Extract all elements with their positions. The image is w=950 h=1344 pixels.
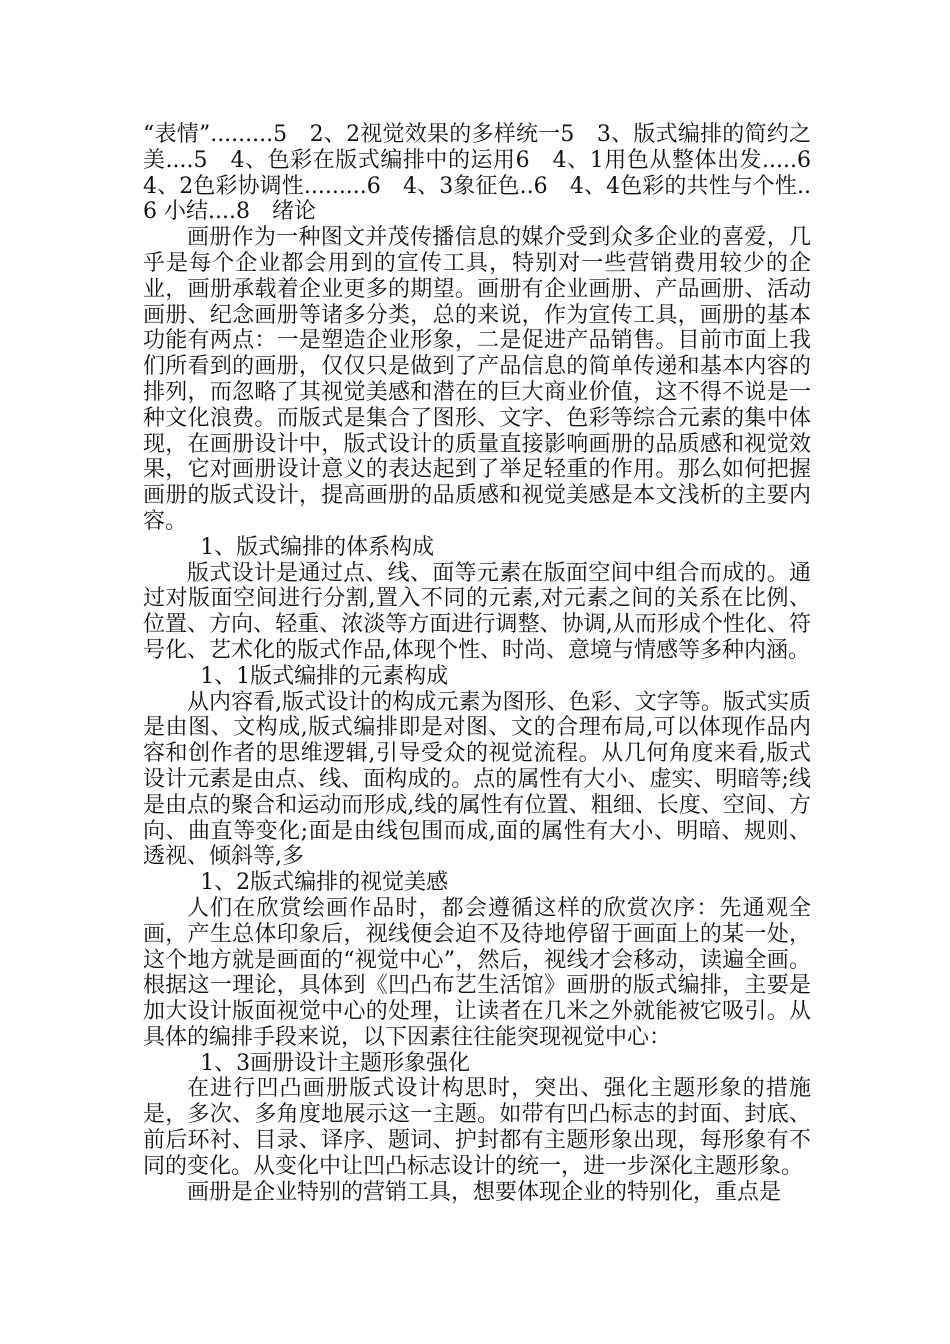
section-heading-1-2: 1、2版式编排的视觉美感 — [200, 870, 449, 896]
section-heading-1: 1、版式编排的体系构成 — [200, 534, 435, 560]
closing-paragraph: 画册是企业特别的营销工具，想要体现企业的特别化，重点是 — [187, 1179, 782, 1205]
section-heading-1-3: 1、3画册设计主题形象强化 — [200, 1050, 471, 1076]
section-1-paragraph: 版式设计是通过点、线、面等元素在版面空间中组合而成的。通过对版面空间进行分割,置入不同的元素,对元素之间的关系在比例、位置、方向、轻重、浓淡等方面进行调整、协调,从而形成个性化、符号化、艺术化的版式作品,体现个性、时尚、意境与情感等多种内涵。 — [143, 560, 811, 663]
document-body — [143, 122, 834, 1205]
section-heading-1-1: 1、1版式编排的元素构成 — [200, 663, 449, 689]
section-1-2-paragraph: 人们在欣赏绘画作品时，都会遵循这样的欣赏次序：先通观全画，产生总体印象后，视线便会迫不及待地停留于画面上的某一处，这个地方就是画面的“视觉中心”，然后，视线才会移动，读遍全画。根据这一理论，具体到《凹凸布艺生活馆》画册的版式编排，主要是加大设计版面视觉中心的处理，让读者在几米之外就能被它吸引。从具体的编排手段来说，以下因素往往能突现视觉中心： — [143, 895, 811, 1050]
section-1-3-paragraph: 在进行凹凸画册版式设计构思时，突出、强化主题形象的措施是，多次、多角度地展示这一主题。如带有凹凸标志的封面、封底、前后环衬、目录、译序、题词、护封都有主题形象出现，每形象有不同的变化。从变化中让凹凸标志设计的统一，进一步深化主题形象。 — [143, 1076, 811, 1179]
toc-fragment: “表情”.........5 2、2视觉效果的多样统一5 3、版式编排的简约之美....5 4、色彩在版式编排中的运用6 4、1用色从整体出发.....6 4、2色彩协调性.........6 4、3象征色..6 4、4色彩的共性与个性..6 小结....8 绪论 — [143, 122, 834, 225]
intro-paragraph: 画册作为一种图文并茂传播信息的媒介受到众多企业的喜爱，几乎是每个企业都会用到的宣传工具，特别对一些营销费用较少的企业，画册承载着企业更多的期望。画册有企业画册、产品画册、活动画册、纪念画册等诸多分类，总的来说，作为宣传工具，画册的基本功能有两点：一是塑造企业形象，二是促进产品销售。目前市面上我们所看到的画册，仅仅只是做到了产品信息的简单传递和基本内容的排列，而忽略了其视觉美感和潜在的巨大商业价值，这不得不说是一种文化浪费。而版式是集合了图形、文字、色彩等综合元素的集中体现，在画册设计中，版式设计的质量直接影响画册的品质感和视觉效果，它对画册设计意义的表达起到了举足轻重的作用。那么如何把握画册的版式设计，提高画册的品质感和视觉美感是本文浅析的主要内容。 — [143, 225, 811, 534]
section-1-1-paragraph: 从内容看,版式设计的构成元素为图形、色彩、文字等。版式实质是由图、文构成,版式编排即是对图、文的合理布局,可以体现作品内容和创作者的思维逻辑,引导受众的视觉流程。从几何角度来看,版式设计元素是由点、线、面构成的。点的属性有大小、虚实、明暗等;线是由点的聚合和运动而形成,线的属性有位置、粗细、长度、空间、方向、曲直等变化;面是由线包围而成,面的属性有大小、明暗、规则、透视、倾斜等,多 — [143, 689, 811, 870]
